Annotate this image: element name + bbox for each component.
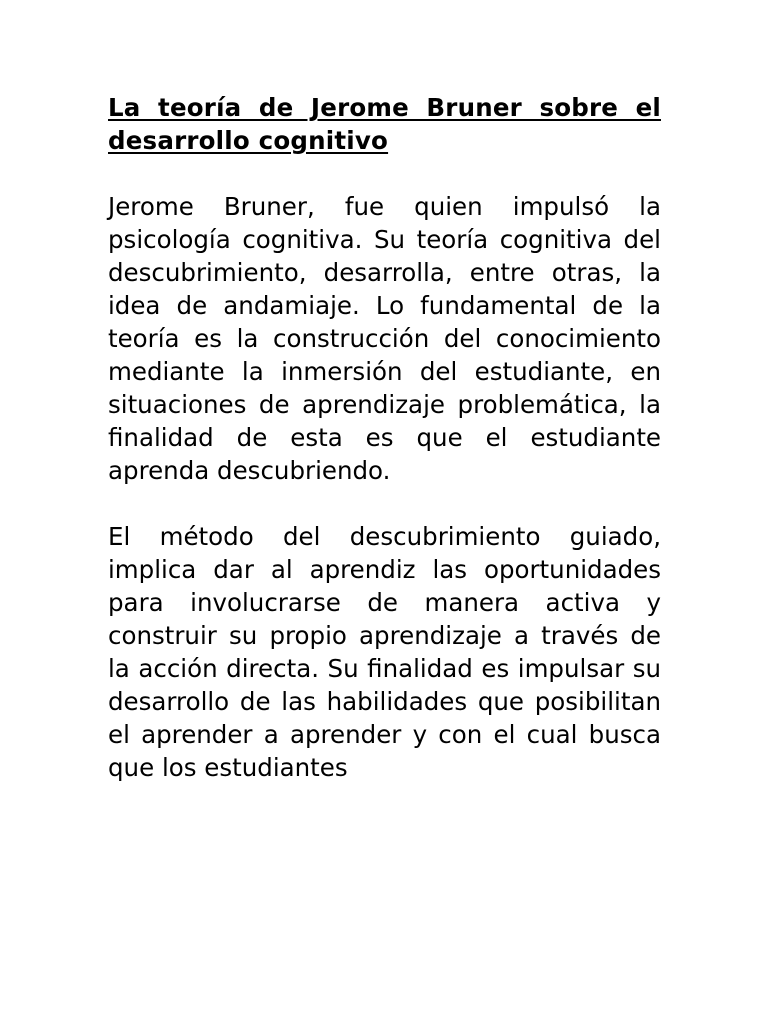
- document-title: La teoría de Jerome Bruner sobre el desarrollo cognitivo: [108, 93, 661, 155]
- paragraph-guided-discovery: El método del descubrimiento guiado, implica dar al aprendiz las oportunidades para involucrarse de manera activa y construir su propio aprendizaje a través de la acción directa. Su finalidad es impulsar su desarrollo de las habilidades que posibilitan el aprender a aprender y con el cual busca que los estudiantes: [108, 522, 661, 782]
- paragraph-bruner-intro: Jerome Bruner, fue quien impulsó la psicología cognitiva. Su teoría cognitiva del descubrimiento, desarrolla, entre otras, la idea de andamiaje. Lo fundamental de la teoría es la construcción del conocimiento mediante la inmersión del estudiante, en situaciones de aprendizaje problemática, la finalidad de esta es que el estudiante aprenda descubriendo.: [108, 192, 661, 485]
- document-body: [108, 91, 661, 784]
